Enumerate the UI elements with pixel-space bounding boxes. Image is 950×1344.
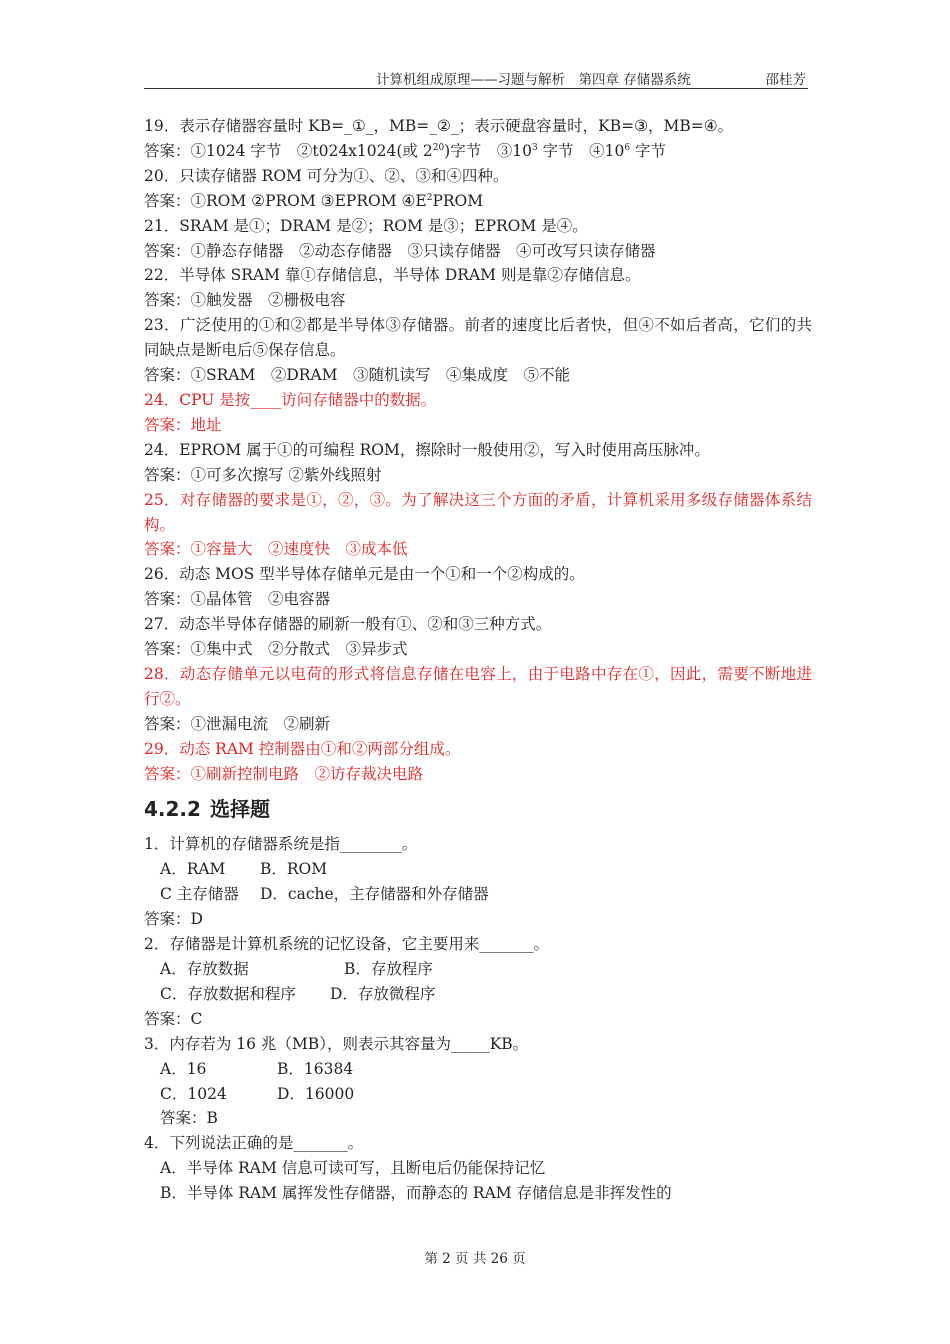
section-heading: [144, 796, 812, 822]
choice-4-option-b: B．半导体 RAM 属挥发性存储器，而静态的 RAM 存储信息是非挥发性的: [160, 1184, 672, 1203]
document-body: [144, 114, 812, 1206]
option-a: A．存放数据: [160, 960, 249, 978]
question-21: 21．SRAM 是①；DRAM 是②；ROM 是③；EPROM 是④。: [144, 216, 588, 235]
question-23: 23．广泛使用的①和②都是半导体③存储器。前者的速度比后者快，但④不如后者高，它们的共同缺点是断电后⑤保存信息。: [144, 316, 812, 360]
question-27: 27．动态半导体存储器的刷新一般有①、②和③三种方式。: [144, 615, 552, 634]
option-a: A．RAM: [160, 860, 226, 879]
choice-answer-2: 答案：C: [144, 1009, 203, 1028]
header-title: 计算机组成原理——习题与解析 第四章 存储器系统: [376, 72, 691, 88]
question-24: 24．EPROM 属于①的可编程 ROM，擦除时一般使用②，写入时使用高压脉冲。: [144, 440, 710, 459]
choice-4-option-a: A．半导体 RAM 信息可读可写，且断电后仍能保持记忆: [160, 1159, 546, 1178]
option-a: A．16: [160, 1059, 207, 1078]
answer-22: 答案：①触发器 ②栅极电容: [144, 291, 346, 310]
question-26: 26．动态 MOS 型半导体存储单元是由一个①和一个②构成的。: [144, 565, 585, 584]
section-number: 4.2.2: [144, 797, 201, 822]
answer-26: 答案：①晶体管 ②电容器: [144, 590, 331, 609]
page-footer: 第 2 页 共 26 页: [424, 1251, 526, 1267]
option-c: C．1024: [160, 1084, 227, 1103]
page-header: [144, 66, 808, 89]
choice-question-1: 1．计算机的存储器系统是指________。: [144, 835, 418, 854]
option-d: D．存放微程序: [330, 984, 436, 1003]
choice-answer-3: 答案：B: [160, 1109, 218, 1128]
choice-question-3: 3．内存若为 16 兆（MB），则表示其容量为_____KB。: [144, 1034, 529, 1053]
answer-29: 答案：①刷新控制电路 ②访存裁决电路: [144, 764, 424, 783]
option-d: D．cache，主存储器和外存储器: [260, 885, 489, 904]
option-d: D．16000: [277, 1084, 355, 1103]
option-c: C．存放数据和程序: [160, 984, 296, 1003]
choice-1-options-cd: [144, 882, 812, 907]
answer-24-highlight: 答案：地址: [144, 415, 222, 434]
answer-24: 答案：①可多次擦写 ②紫外线照射: [144, 465, 382, 484]
option-b: B．存放程序: [344, 960, 433, 978]
question-28: 28．动态存储单元以电荷的形式将信息存储在电容上，由于电路中存在①，因此，需要不断地进行②。: [144, 664, 812, 708]
question-25: 25．对存储器的要求是①，②，③。为了解决这三个方面的矛盾，计算机采用多级存储器体系结构。: [144, 490, 812, 534]
question-19: 19．表示存储器容量时 KB=_①_，MB=_②_；表示硬盘容量时，KB=③，MB=④。: [144, 117, 734, 135]
question-29: 29．动态 RAM 控制器由①和②两部分组成。: [144, 739, 461, 758]
choice-question-2: 2．存储器是计算机系统的记忆设备，它主要用来_______。: [144, 935, 550, 954]
choice-2-options-ab: [144, 957, 812, 982]
answer-27: 答案：①集中式 ②分散式 ③异步式: [144, 640, 408, 659]
choice-answer-1: 答案：D: [144, 910, 203, 929]
question-20: 20．只读存储器 ROM 可分为①、②、③和④四种。: [144, 166, 509, 185]
choice-3-options-cd: [144, 1082, 812, 1107]
section-title: 选择题: [210, 797, 270, 822]
header-author: 邵桂芳: [765, 72, 806, 88]
answer-19: 答案：①1024 字节 ②t024x1024(或 $2^{20}$)字节 $③10^3$ 字节 $④10^6$ 字节: [144, 141, 667, 160]
answer-28: 答案：①泄漏电流 ②刷新: [144, 714, 331, 733]
answer-20: 答案：①ROM ②PROM ③EPROM $④E^2PROM$: [144, 191, 484, 210]
question-22: 22．半导体 SRAM 靠①存储信息，半导体 DRAM 则是靠②存储信息。: [144, 266, 641, 285]
question-24-highlight: 24．CPU 是按____访问存储器中的数据。: [144, 390, 437, 409]
option-c: C 主存储器: [160, 885, 239, 904]
option-b: B．16384: [277, 1059, 354, 1078]
choice-1-options-ab: [144, 857, 812, 882]
choice-question-4: 4．下列说法正确的是_______。: [144, 1134, 364, 1153]
answer-23: 答案：①SRAM ②DRAM ③随机读写 ④集成度 ⑤不能: [144, 366, 571, 385]
answer-21: 答案：①静态存储器 ②动态存储器 ③只读存储器 ④可改写只读存储器: [144, 241, 656, 260]
answer-25: 答案：①容量大 ②速度快 ③成本低: [144, 540, 408, 559]
choice-2-options-cd: [144, 982, 812, 1007]
option-b: B．ROM: [260, 860, 328, 879]
choice-3-options-ab: [144, 1057, 812, 1082]
